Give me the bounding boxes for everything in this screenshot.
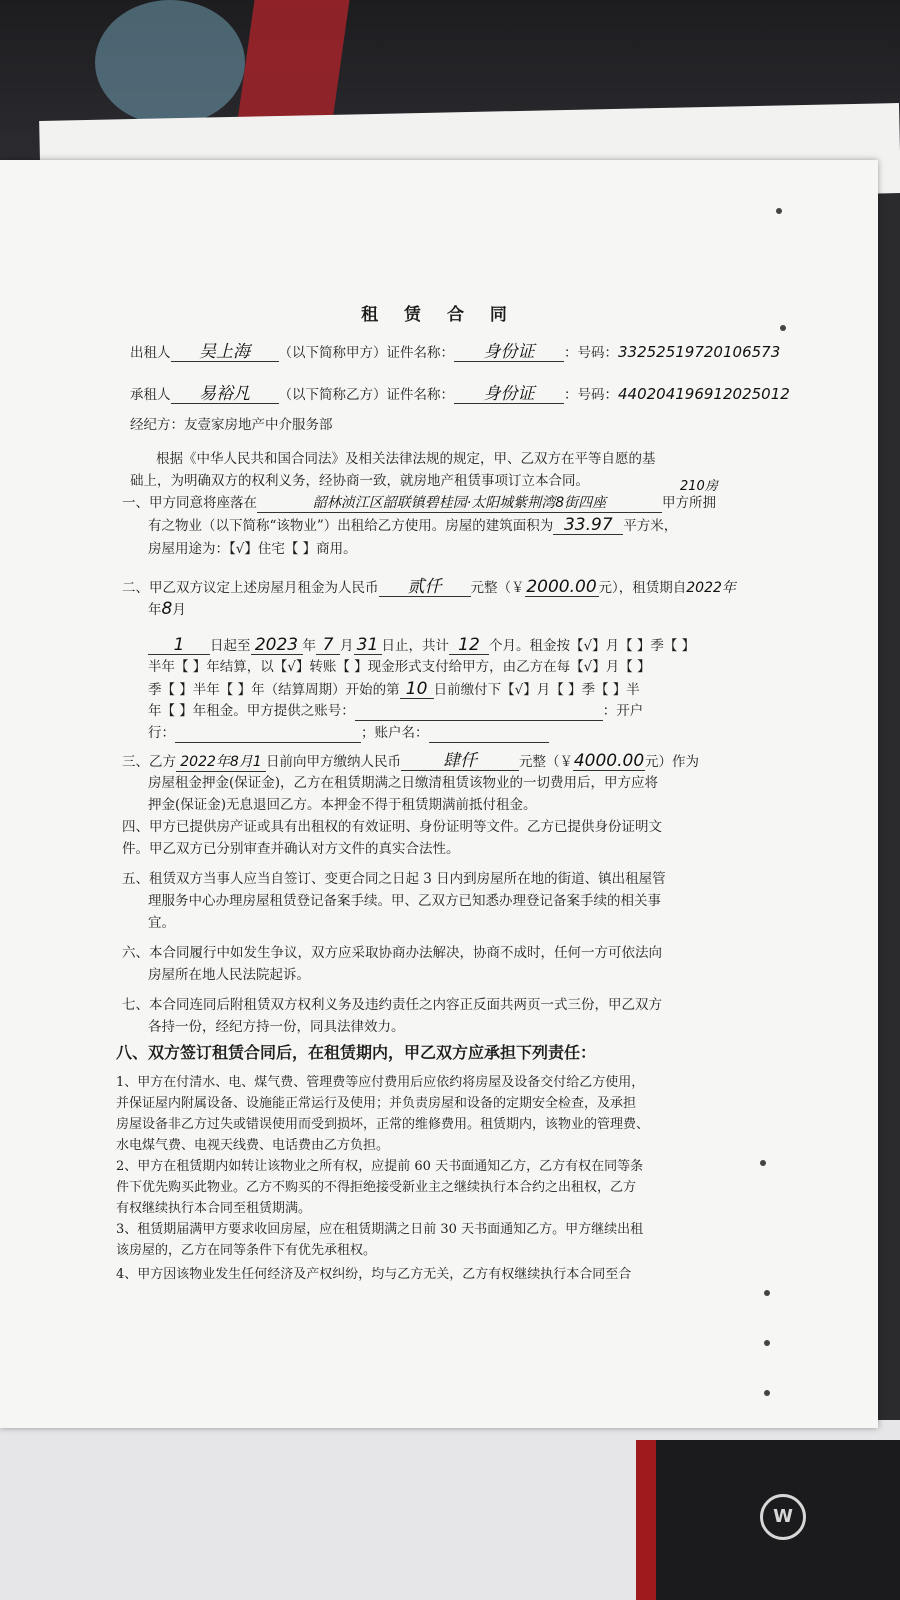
clause8-line-2: 并保证屋内附属设备、设施能正常运行及使用；并负责房屋和设备的定期安全检查，及承担 xyxy=(116,1096,637,1111)
clause2-line-5 xyxy=(148,680,640,699)
clause2-rent-amount: 2000.00 xyxy=(526,577,597,597)
party-a-name: 吴上海 xyxy=(171,343,279,362)
clause6-line-1: 六、本合同履行中如发生争议，双方应采取协商办法解决，协商不成时，任何一方可依法向 xyxy=(122,945,662,961)
party-b-id-label: ：号码： xyxy=(564,387,618,403)
clause3-deposit-yuan: 元整（￥ xyxy=(519,754,573,770)
clause2-months: 12 xyxy=(449,636,489,655)
clause8-line-5: 2、甲方在租赁期内如转让该物业之所有权，应提前 60 天书面通知乙方，乙方有权在同等条 xyxy=(116,1159,644,1174)
clause3-line-1 xyxy=(122,752,699,772)
contract-document xyxy=(0,160,878,1428)
clause1-prefix: 一、甲方同意将座落在 xyxy=(122,495,257,511)
party-a-id-no: 33252519720106573 xyxy=(618,343,781,361)
clause1-owner-text: 甲方所拥 xyxy=(662,495,716,511)
clause3-date: 2022年8月1 xyxy=(176,753,266,772)
clause2-month-label: 月 xyxy=(172,602,186,618)
clause1-usage: 房屋用途为：【√】住宅【 】商用。 xyxy=(148,541,357,557)
clause8-line-7: 有权继续执行本合同至租赁期满。 xyxy=(116,1201,312,1216)
clause2-pay-text: 季【 】半年【 】年（结算周期）开始的第 xyxy=(148,682,400,698)
clause8-line-8: 3、租赁期届满甲方要求收回房屋，应在租赁期满之日前 30 天书面通知乙方。甲方继续出租 xyxy=(116,1222,644,1237)
clause3-line-3: 押金(保证金)无息退回乙方。本押金不得于租赁期满前抵付租金。 xyxy=(148,797,537,813)
clause1-address: 韶林浈江区韶联镇碧桂园·太阳城紫荆湾8街四座 xyxy=(257,494,662,513)
clause2-account-name-label: ；账户名： xyxy=(361,725,429,741)
intro-line-2: 础上，为明确双方的权利义务，经协商一致，就房地产租赁事项订立本合同。 xyxy=(130,473,589,489)
clause2-to-text: 日起至 xyxy=(210,638,251,654)
party-b-name: 易裕凡 xyxy=(171,385,279,404)
clause3-line-2: 房屋租金押金(保证金)，乙方在租赁期满之日缴清租赁该物业的一切费用后，甲方应将 xyxy=(148,775,659,791)
clause2-end-month-label: 月 xyxy=(340,638,354,654)
clause2-start-month: 8 xyxy=(161,599,173,619)
clause6-line-2: 房屋所在地人民法院起诉。 xyxy=(148,967,310,983)
clause2-start-day: 1 xyxy=(148,636,210,655)
clause1-area-unit: 平方米， xyxy=(623,518,678,534)
clause1-area: 33.97 xyxy=(553,516,623,535)
clause2-end-year-label: 年 xyxy=(302,638,316,654)
binding-mark xyxy=(780,325,786,331)
clause1-line-1 xyxy=(122,494,716,513)
clause8-title: 八、双方签订租赁合同后，在租赁期内，甲乙双方应承担下列责任： xyxy=(116,1043,597,1062)
clause1-line-2 xyxy=(148,516,677,535)
clause2-line-7 xyxy=(148,724,549,743)
clause7-line-2: 各持一份，经纪方持一份，同具法律效力。 xyxy=(148,1019,405,1035)
party-b-id-no: 440204196912025012 xyxy=(618,385,790,403)
clause2-end-month: 7 xyxy=(316,636,340,655)
clause8-line-10: 4、甲方因该物业发生任何经济及产权纠纷，均与乙方无关，乙方有权继续执行本合同至合 xyxy=(116,1267,632,1282)
clause3-as-text: 元）作为 xyxy=(645,754,699,770)
clause8-line-6: 件下优先购买此物业。乙方不购买的不得拒绝接受新业主之继续执行本合约之出租权，乙方 xyxy=(116,1180,637,1195)
clause2-line-1 xyxy=(122,578,736,597)
clause2-bank-label: 行： xyxy=(148,725,175,741)
clause3-deposit-amount: 4000.00 xyxy=(573,751,645,771)
clause2-period-text: 元），租赁期自 xyxy=(598,580,687,596)
clause2-line-3 xyxy=(148,636,695,655)
clause3-deposit-text: 日前向甲方缴纳人民币 xyxy=(266,754,401,770)
party-a-id-label: ：号码： xyxy=(564,345,618,361)
binding-mark xyxy=(764,1390,770,1396)
clause2-settle-text: 个月。租金按【√】月【 】季【 】 xyxy=(489,638,696,654)
party-a-label: 出租人 xyxy=(130,345,171,361)
binding-mark xyxy=(764,1340,770,1346)
clause1-area-text: 有之物业（以下简称“该物业”）出租给乙方使用。房屋的建筑面积为 xyxy=(148,518,554,534)
clause2-line-6 xyxy=(148,702,643,721)
party-b-id-type: 身份证 xyxy=(454,385,564,404)
clause2-account-text: 年【 】年租金。甲方提供之账号： xyxy=(148,703,355,719)
binding-mark xyxy=(764,1290,770,1296)
clause3-deposit-cn: 肆仟 xyxy=(401,752,519,771)
contract-title: 租 赁 合 同 xyxy=(361,305,517,325)
clause8-line-4: 水电煤气费、电视天线费、电话费由乙方负担。 xyxy=(116,1138,390,1153)
clause2-end-day: 31 xyxy=(354,636,382,655)
clause4-line-2: 件。甲乙双方已分别审查并确认对方文件的真实合法性。 xyxy=(122,841,460,857)
clause2-rent-cn: 贰仟 xyxy=(379,578,471,597)
clause1-room: 210房 xyxy=(680,479,718,494)
clause2-total-text: 日止，共计 xyxy=(381,638,449,654)
clause3-prefix: 三、乙方 xyxy=(122,754,176,770)
clause2-line-4: 半年【 】年结算，以【√】转账【 】现金形式支付给甲方，由乙方在每【√】月【 】 xyxy=(148,659,651,675)
party-b-suffix: （以下简称乙方）证件名称： xyxy=(278,387,454,403)
intro-line-1: 根据《中华人民共和国合同法》及相关法律法规的规定，甲、乙双方在平等自愿的基 xyxy=(156,451,656,467)
clause2-rent-yuan: 元整（￥ xyxy=(470,580,525,596)
clause2-rent-text: 二、甲乙双方议定上述房屋月租金为人民币 xyxy=(122,580,379,596)
clause7-line-1: 七、本合同连同后附租赁双方权利义务及违约责任之内容正反面共两页一式三份，甲乙双方 xyxy=(122,997,662,1013)
clause2-pay-day: 10 xyxy=(400,680,434,699)
clause2-bank-text: ：开户 xyxy=(602,703,644,719)
binding-mark xyxy=(760,1160,766,1166)
binding-mark xyxy=(776,208,782,214)
car-key-logo: W xyxy=(760,1494,806,1540)
clause4-line-1: 四、甲方已提供房产证或具有出租权的有效证明、身份证明等文件。乙方已提供身份证明文 xyxy=(122,819,662,835)
contract-paper xyxy=(0,160,878,1428)
clause2-line-2 xyxy=(148,600,186,619)
party-b-label: 承租人 xyxy=(130,387,171,403)
party-b-line xyxy=(130,385,790,404)
party-a-line xyxy=(130,343,780,362)
clause2-year-label: 年 xyxy=(148,602,162,618)
clause2-start-year: 2022年 xyxy=(686,580,736,596)
clause8-line-9: 该房屋的，乙方在同等条件下有优先承租权。 xyxy=(116,1243,377,1258)
clause8-line-3: 房屋设备非乙方过失或错误使用而受到损坏，正常的维修费用。租赁期内，该物业的管理费、 xyxy=(116,1117,650,1132)
background-bottle xyxy=(95,0,245,125)
clause5-line-2: 理服务中心办理房屋租赁登记备案手续。甲、乙双方已知悉办理登记备案手续的相关事 xyxy=(148,893,661,909)
agent-line: 经纪方：友壹家房地产中介服务部 xyxy=(130,417,333,433)
party-a-suffix: （以下简称甲方）证件名称： xyxy=(278,345,454,361)
clause2-pay-next: 日前缴付下【√】月【 】季【 】半 xyxy=(433,682,640,698)
clause8-line-1: 1、甲方在付清水、电、煤气费、管理费等应付费用后应依约将房屋及设备交付给乙方使用， xyxy=(116,1075,645,1090)
background-red-strip xyxy=(636,1440,656,1600)
party-a-id-type: 身份证 xyxy=(454,343,564,362)
clause2-end-year: 2023 xyxy=(251,636,303,655)
clause5-line-1: 五、租赁双方当事人应当自签订、变更合同之日起 3 日内到房屋所在地的街道、镇出租屋管 xyxy=(122,871,666,887)
clause5-line-3: 宜。 xyxy=(148,915,175,931)
